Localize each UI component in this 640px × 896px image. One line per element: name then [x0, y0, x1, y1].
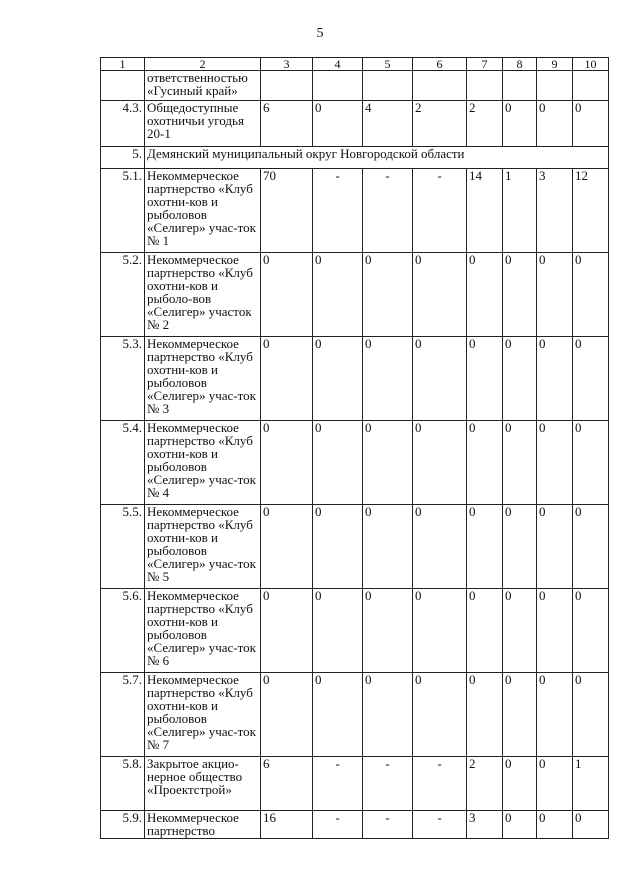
value-cell: 0	[537, 589, 573, 673]
column-number: 4	[313, 58, 363, 71]
table-row	[101, 253, 609, 337]
value-cell: 6	[261, 757, 313, 811]
value-cell: 0	[503, 253, 537, 337]
value-cell: -	[363, 811, 413, 839]
organization-name-cell: Закрытое акцио-нерное общество «Проектстрой»	[145, 757, 261, 811]
organization-name-cell: Некоммерческое партнерство	[145, 811, 261, 839]
row-number-cell: 5.1.	[101, 169, 145, 253]
value-cell: 0	[503, 505, 537, 589]
value-cell: 0	[573, 673, 609, 757]
table-row	[101, 169, 609, 253]
column-number: 7	[467, 58, 503, 71]
column-number: 1	[101, 58, 145, 71]
value-cell: 0	[363, 421, 413, 505]
value-cell: 1	[503, 169, 537, 253]
value-cell: 0	[413, 673, 467, 757]
value-cell: 0	[467, 673, 503, 757]
table-row	[101, 811, 609, 839]
value-cell: 0	[261, 337, 313, 421]
value-cell: 0	[313, 337, 363, 421]
value-cell: 0	[537, 253, 573, 337]
value-cell: -	[413, 811, 467, 839]
value-cell: 2	[467, 757, 503, 811]
value-cell: 0	[363, 337, 413, 421]
row-number-cell: 4.3.	[101, 101, 145, 147]
value-cell: 0	[313, 421, 363, 505]
row-number-cell: 5.5.	[101, 505, 145, 589]
value-cell: 0	[537, 757, 573, 811]
value-cell: 0	[261, 421, 313, 505]
column-number: 10	[573, 58, 609, 71]
value-cell: 12	[573, 169, 609, 253]
value-cell: -	[313, 811, 363, 839]
value-cell: 0	[467, 505, 503, 589]
value-cell: -	[363, 757, 413, 811]
table-row	[101, 421, 609, 505]
row-number-cell: 5.	[101, 147, 145, 169]
value-cell: 14	[467, 169, 503, 253]
value-cell: 3	[537, 169, 573, 253]
value-cell: 0	[413, 253, 467, 337]
value-cell: 0	[413, 337, 467, 421]
organization-name-cell: Некоммерческое партнерство «Клуб охотни-ков и рыболовов «Селигер» учас-ток № 7	[145, 673, 261, 757]
continuation-row	[101, 71, 609, 101]
value-cell: -	[413, 757, 467, 811]
hunting-grounds-table	[100, 57, 609, 839]
value-cell: 0	[573, 337, 609, 421]
value-cell: 0	[467, 421, 503, 505]
value-cell: 0	[467, 337, 503, 421]
continuation-name-cell: ответственностью «Гусиный край»	[145, 71, 261, 101]
row-number-cell: 5.2.	[101, 253, 145, 337]
column-number: 2	[145, 58, 261, 71]
value-cell: 0	[413, 505, 467, 589]
value-cell: 0	[573, 253, 609, 337]
value-cell: 0	[261, 505, 313, 589]
value-cell: 0	[537, 673, 573, 757]
value-cell: 0	[573, 589, 609, 673]
value-cell: -	[313, 757, 363, 811]
value-cell: 6	[261, 101, 313, 147]
value-cell: 0	[261, 589, 313, 673]
value-cell: 0	[537, 505, 573, 589]
value-cell: 0	[537, 337, 573, 421]
table-row	[101, 505, 609, 589]
value-cell: 0	[313, 101, 363, 147]
value-cell: 0	[363, 253, 413, 337]
column-number: 5	[363, 58, 413, 71]
column-numbers-row	[101, 58, 609, 71]
value-cell: 0	[413, 589, 467, 673]
value-cell: -	[413, 169, 467, 253]
table-row	[101, 757, 609, 811]
value-cell: -	[363, 169, 413, 253]
value-cell: 0	[573, 811, 609, 839]
column-number: 8	[503, 58, 537, 71]
value-cell: 0	[573, 101, 609, 147]
value-cell: 0	[363, 505, 413, 589]
organization-name-cell: Некоммерческое партнерство «Клуб охотни-ков и рыболовов «Селигер» учас-ток № 4	[145, 421, 261, 505]
value-cell: 1	[573, 757, 609, 811]
value-cell: 16	[261, 811, 313, 839]
value-cell: -	[313, 169, 363, 253]
value-cell: 2	[413, 101, 467, 147]
value-cell: 0	[503, 811, 537, 839]
value-cell: 0	[313, 673, 363, 757]
value-cell: 0	[363, 589, 413, 673]
organization-name-cell: Общедоступные охотничьи угодья 20-1	[145, 101, 261, 147]
value-cell: 0	[503, 101, 537, 147]
row-number-cell: 5.6.	[101, 589, 145, 673]
value-cell: 0	[261, 253, 313, 337]
table-row	[101, 589, 609, 673]
value-cell: 0	[573, 421, 609, 505]
organization-name-cell: Некоммерческое партнерство «Клуб охотни-ков и рыболовов «Селигер» учас-ток № 1	[145, 169, 261, 253]
value-cell: 0	[313, 253, 363, 337]
section-title-cell: Демянский муниципальный округ Новгородской области	[145, 147, 609, 169]
value-cell: 0	[363, 673, 413, 757]
value-cell: 0	[467, 589, 503, 673]
value-cell: 0	[503, 337, 537, 421]
value-cell: 0	[503, 589, 537, 673]
column-number: 3	[261, 58, 313, 71]
value-cell: 0	[537, 101, 573, 147]
value-cell: 0	[261, 673, 313, 757]
organization-name-cell: Некоммерческое партнерство «Клуб охотни-ков и рыболовов «Селигер» учас-ток № 3	[145, 337, 261, 421]
organization-name-cell: Некоммерческое партнерство «Клуб охотни-ков и рыболо-вов «Селигер» участок № 2	[145, 253, 261, 337]
value-cell: 0	[313, 505, 363, 589]
value-cell: 0	[467, 253, 503, 337]
row-number-cell: 5.4.	[101, 421, 145, 505]
value-cell: 2	[467, 101, 503, 147]
value-cell: 0	[537, 421, 573, 505]
value-cell: 3	[467, 811, 503, 839]
row-number-cell: 5.9.	[101, 811, 145, 839]
value-cell: 0	[503, 421, 537, 505]
column-number: 9	[537, 58, 573, 71]
row-number-cell: 5.8.	[101, 757, 145, 811]
column-number: 6	[413, 58, 467, 71]
organization-name-cell: Некоммерческое партнерство «Клуб охотни-ков и рыболовов «Селигер» учас-ток № 6	[145, 589, 261, 673]
value-cell: 4	[363, 101, 413, 147]
value-cell: 0	[503, 673, 537, 757]
row-number-cell: 5.3.	[101, 337, 145, 421]
organization-name-cell: Некоммерческое партнерство «Клуб охотни-ков и рыболовов «Селигер» учас-ток № 5	[145, 505, 261, 589]
section-row	[101, 147, 609, 169]
value-cell: 0	[413, 421, 467, 505]
value-cell: 0	[573, 505, 609, 589]
page-number: 5	[316, 26, 324, 41]
value-cell: 0	[503, 757, 537, 811]
value-cell: 0	[537, 811, 573, 839]
row-number-cell: 5.7.	[101, 673, 145, 757]
table-row	[101, 673, 609, 757]
value-cell: 0	[313, 589, 363, 673]
value-cell: 70	[261, 169, 313, 253]
table-row	[101, 337, 609, 421]
table-row	[101, 101, 609, 147]
